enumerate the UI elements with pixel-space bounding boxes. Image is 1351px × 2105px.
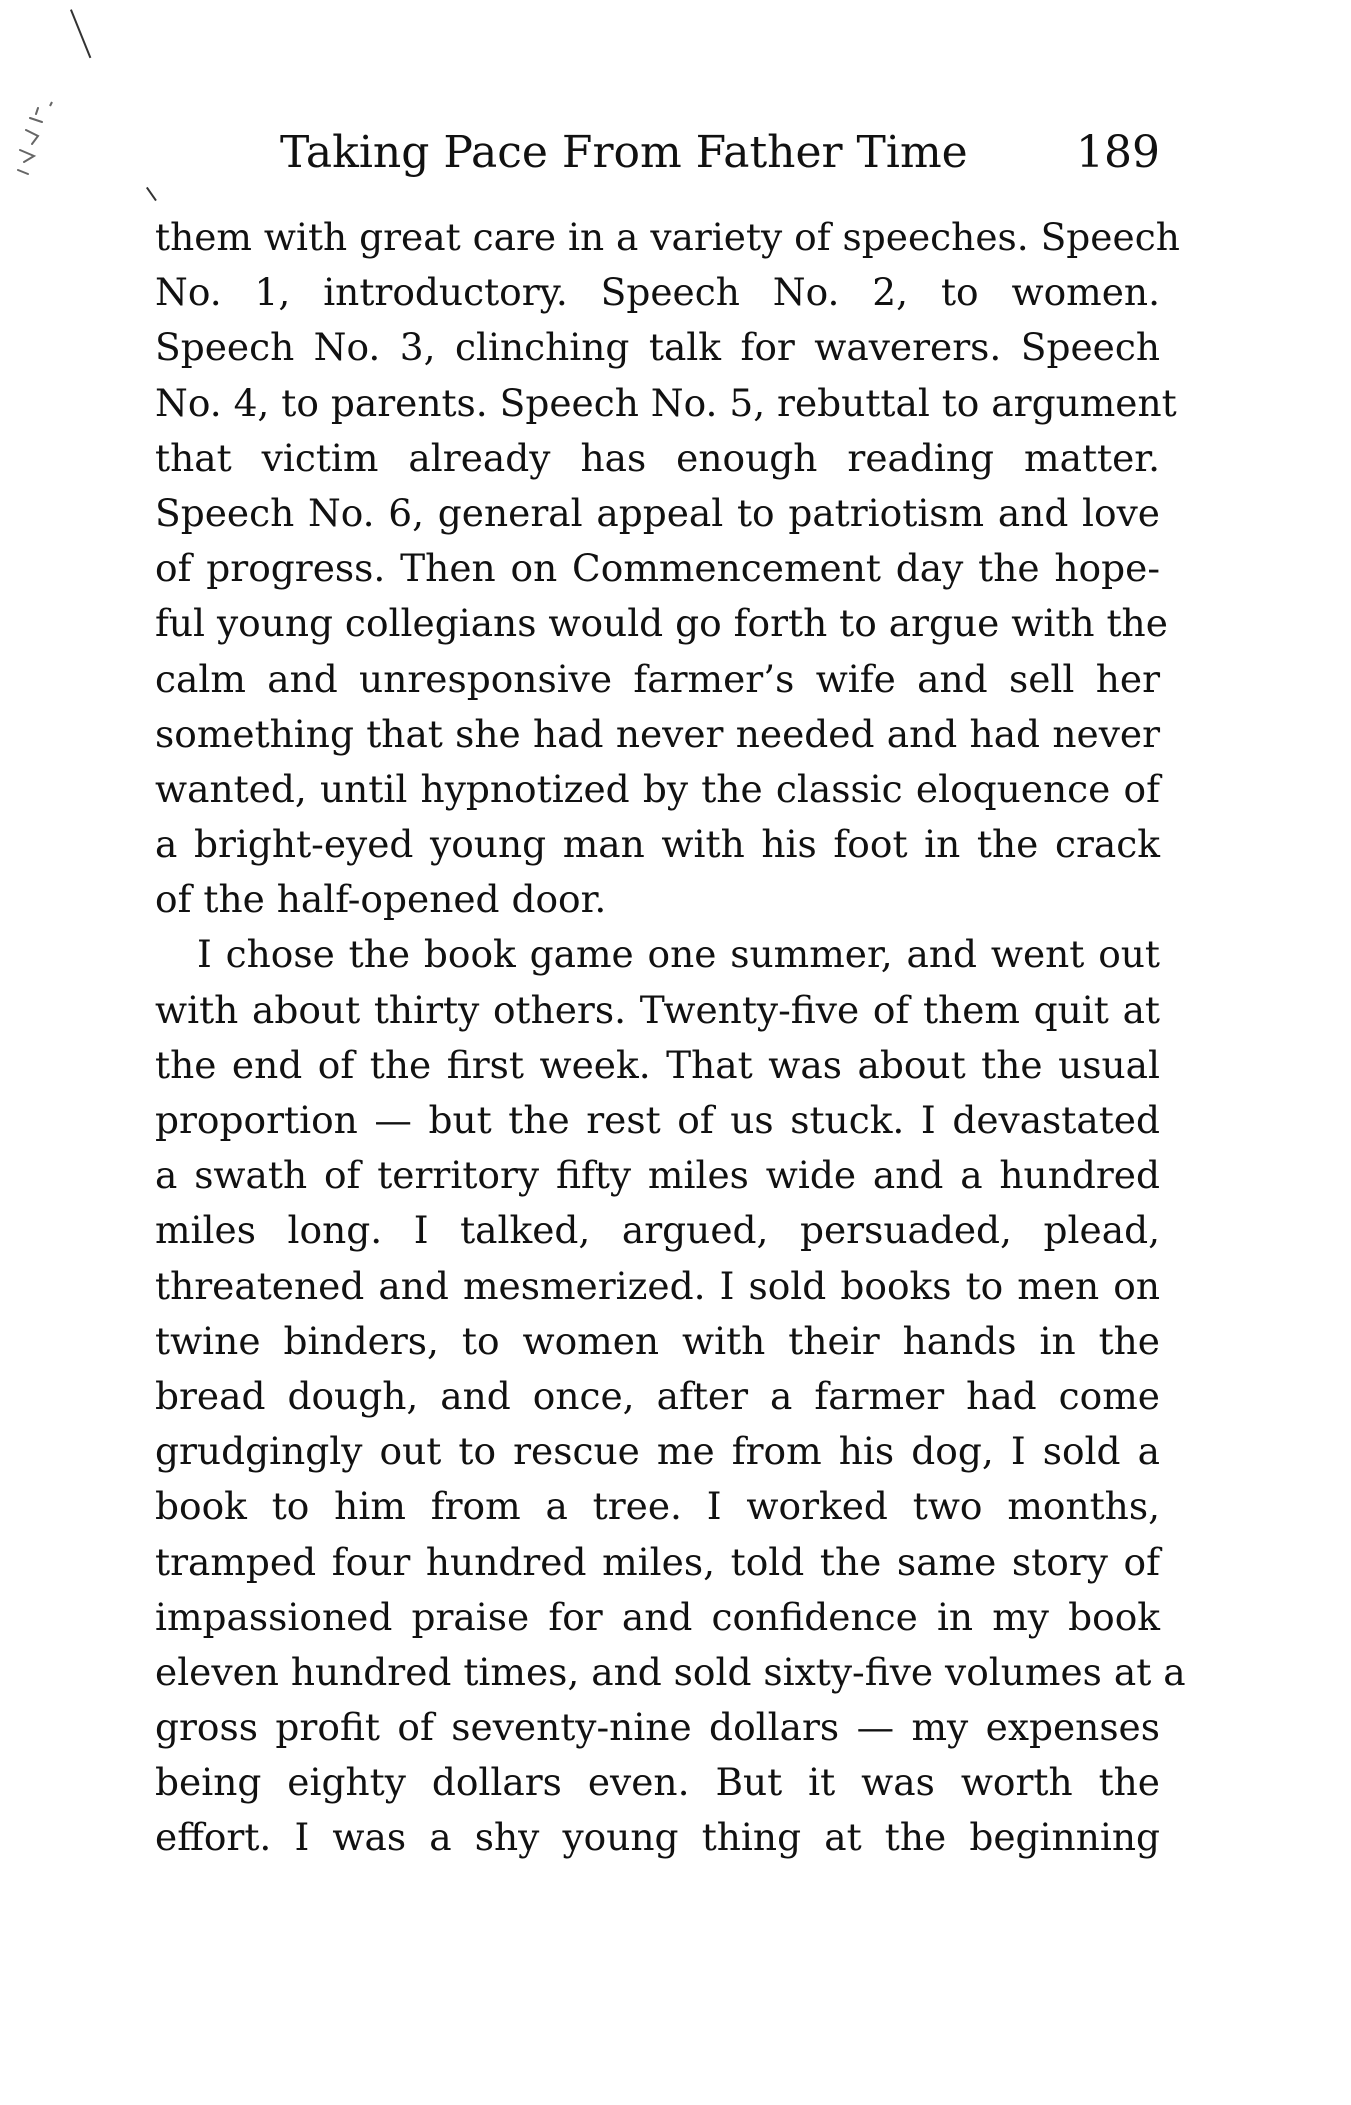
text-line: I chose the book game one summer, and went out — [197, 932, 1160, 977]
text-line: effort. I was a shy young thing at the beginning — [155, 1815, 1160, 1860]
text-line: No. 1, introductory. Speech No. 2, to women. — [155, 270, 1160, 315]
text-line: Speech No. 6, general appeal to patriotism and love — [155, 490, 1160, 535]
text-line: something that she had never needed and had never — [155, 711, 1160, 756]
text-line: of the half-opened door. — [155, 877, 607, 922]
text-line: gross profit of seventy-nine dollars — my expenses — [155, 1705, 1160, 1750]
text-line: bread dough, and once, after a farmer had come — [155, 1373, 1160, 1418]
text-line: being eighty dollars even. But it was worth the — [155, 1760, 1160, 1805]
text-line: a swath of territory fifty miles wide and a hundred — [155, 1153, 1160, 1198]
margin-pencil-mark — [146, 187, 157, 201]
page-header — [280, 118, 1160, 188]
text-line: of progress. Then on Commencement day the hope- — [155, 546, 1160, 591]
text-line: book to him from a tree. I worked two months, — [155, 1484, 1160, 1529]
text-line: that victim already has enough reading matter. — [155, 435, 1160, 480]
text-line: grudgingly out to rescue me from his dog, I sold a — [155, 1429, 1160, 1474]
text-line: impassioned praise for and confidence in my book — [155, 1594, 1160, 1639]
text-line: Speech No. 3, clinching talk for waverers. Speech — [155, 325, 1160, 370]
paragraph — [155, 210, 1180, 927]
text-line: ful young collegians would go forth to argue with the — [155, 601, 1168, 646]
text-line: eleven hundred times, and sold sixty-five volumes at a — [155, 1649, 1186, 1694]
text-line: calm and unresponsive farmer’s wife and sell her — [155, 656, 1160, 701]
text-line: threatened and mesmerized. I sold books to men on — [155, 1263, 1160, 1308]
text-line: the end of the first week. That was about the usual — [155, 1042, 1160, 1087]
text-line: twine binders, to women with their hands in the — [155, 1318, 1160, 1363]
text-line: a bright-eyed young man with his foot in the crack — [155, 822, 1160, 867]
text-line: tramped four hundred miles, told the same story of — [155, 1539, 1160, 1584]
page-number: 189 — [1076, 127, 1160, 178]
text-line: them with great care in a variety of speeches. Speech — [155, 215, 1180, 259]
text-line: proportion — but the rest of us stuck. I devastated — [155, 1098, 1160, 1142]
text-line: No. 4, to parents. Speech No. 5, rebuttal to argument — [155, 380, 1177, 425]
margin-pencil-mark — [70, 9, 91, 58]
body-text — [155, 210, 1186, 1866]
running-title: Taking Pace From Father Time — [280, 127, 968, 178]
margin-scribble — [8, 100, 64, 200]
paragraph — [155, 927, 1186, 1865]
text-line: with about thirty others. Twenty-five of them quit at — [155, 987, 1160, 1032]
text-line: miles long. I talked, argued, persuaded, plead, — [155, 1208, 1160, 1253]
text-line: wanted, until hypnotized by the classic eloquence of — [155, 766, 1160, 811]
